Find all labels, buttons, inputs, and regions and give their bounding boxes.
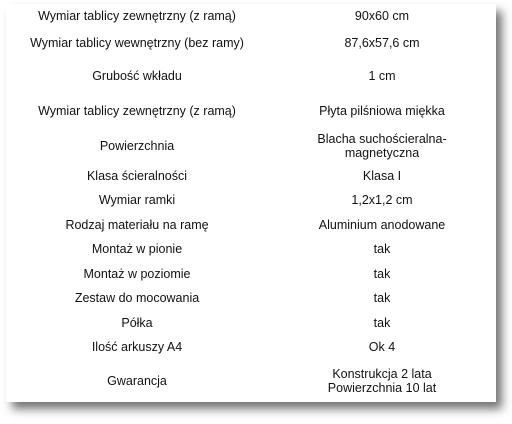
spec-value: Aluminium anodowane xyxy=(318,217,446,232)
spec-label: Klasa ścieralności xyxy=(86,169,188,183)
table-row xyxy=(6,213,496,238)
spec-value: 1 cm xyxy=(368,69,396,83)
spec-value-line: Blacha suchościeralna- xyxy=(317,132,447,146)
spec-value: tak xyxy=(373,242,391,257)
table-row xyxy=(6,28,496,58)
spec-label: Wymiar tablicy wewnętrzny (bez ramy) xyxy=(30,36,244,50)
table-row xyxy=(6,360,496,402)
spec-label: Montaż w poziomie xyxy=(83,266,191,281)
spec-value: tak xyxy=(373,291,391,306)
table-row xyxy=(6,335,496,360)
table-row xyxy=(6,286,496,311)
spec-label: Grubość wkładu xyxy=(92,69,182,83)
spec-label: Montaż w pionie xyxy=(91,242,183,257)
spec-label: Ilość arkuszy A4 xyxy=(91,340,183,355)
table-row xyxy=(6,262,496,287)
table-row xyxy=(6,311,496,336)
spec-value: Płyta pilśniowa miękka xyxy=(319,104,445,118)
table-row xyxy=(6,128,496,164)
spec-value: Klasa I xyxy=(362,169,402,183)
spec-value: tak xyxy=(373,315,391,330)
table-row xyxy=(6,188,496,213)
table-row xyxy=(6,4,496,28)
table-row xyxy=(6,237,496,262)
spec-value: 1,2x1,2 cm xyxy=(351,193,413,208)
spec-value: Ok 4 xyxy=(368,340,396,355)
spec-value-line: Powierzchnia 10 lat xyxy=(327,380,437,395)
spec-card xyxy=(6,4,496,402)
table-row xyxy=(6,164,496,188)
spec-value-line: Konstrukcja 2 lata xyxy=(332,366,432,381)
spec-table xyxy=(6,4,496,402)
spec-value xyxy=(268,128,496,164)
table-row xyxy=(6,58,496,94)
spec-label: Półka xyxy=(121,315,153,330)
spec-label: Powierzchnia xyxy=(99,139,175,153)
spec-value-line: magnetyczna xyxy=(344,146,420,160)
spec-label: Gwarancja xyxy=(107,373,167,388)
spec-value: 87,6x57,6 cm xyxy=(344,36,420,50)
spec-label: Wymiar tablicy zewnętrzny (z ramą) xyxy=(38,104,236,118)
spec-value: tak xyxy=(373,266,391,281)
spec-label: Zestaw do mocowania xyxy=(74,291,200,306)
spec-label: Rodzaj materiału na ramę xyxy=(65,217,209,232)
spec-value xyxy=(268,360,496,402)
table-row xyxy=(6,94,496,128)
spec-label: Wymiar tablicy zewnętrzny (z ramą) xyxy=(38,9,236,23)
spec-label: Wymiar ramki xyxy=(98,193,176,208)
spec-value: 90x60 cm xyxy=(354,9,410,23)
